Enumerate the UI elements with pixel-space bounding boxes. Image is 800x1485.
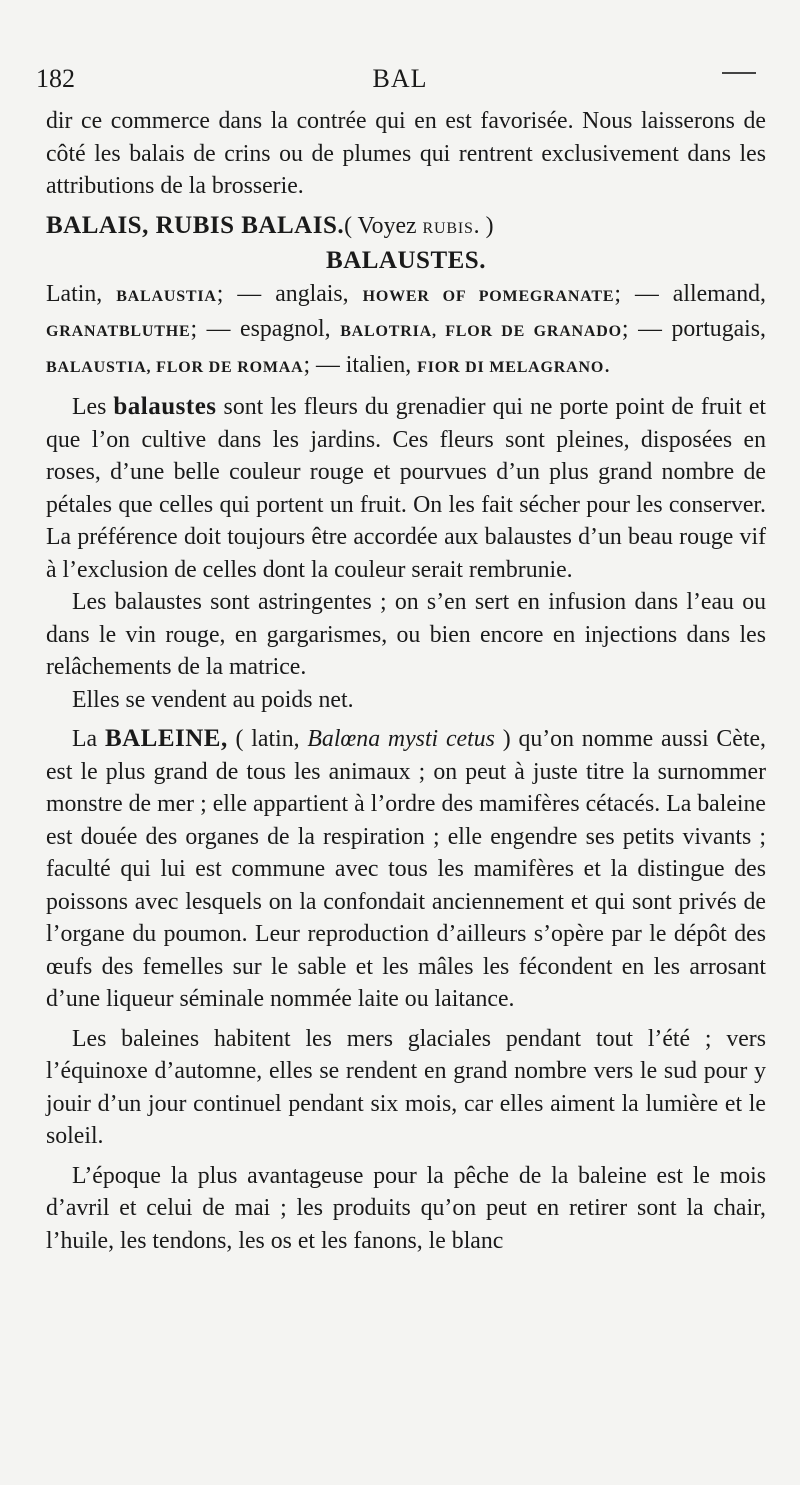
- term-baleine: BALEINE,: [104, 725, 228, 752]
- page-number: 182: [36, 64, 75, 93]
- lang-spanish: ; — espagnol,: [190, 316, 341, 342]
- entry-baleine: La BALEINE, ( latin, Balœna mysti cetus ) qu’on nomme aussi Cète, est le plus grand de tous les animaux ; on peut à juste titre la surnommer monstre de mer ; elle appartient à l’ordre des mamifères cétacés. La baleine est douée des organes de la respiration ; elle engendre ses petits vivants ; faculté qui lui est commune avec tous les mamifères et la distingue des poissons avec lesquels on la confondait anciennement et qui sont privés de l’organe du poumon. Leur reproduction d’ailleurs s’opère par le dépôt des œufs des femelles sur le sable et les mâles les fécondent en les arrosant d’une liqueur séminale nommée laite ou laitance.: [46, 725, 766, 1012]
- entry-balaustes-term: BALAUSTES.: [326, 247, 486, 274]
- entry-balais-term: BALAIS, RUBIS BALAIS.: [46, 211, 345, 239]
- term-balaustes: balaustes: [113, 393, 217, 420]
- entry-balais-ref-open: ( Voyez: [344, 212, 423, 239]
- paragraph-balaustes-usage: Les balaustes sont astringentes ; on s’en sert en infusion dans l’eau ou dans le vin rouge, en gargarismes, ou bien encore en injections dans les relâchements de la matrice.: [46, 589, 766, 680]
- lang-german: ; — allemand,: [614, 280, 766, 307]
- name-italian: FIOR DI MELAGRANO: [417, 358, 605, 376]
- lang-english: ; — anglais,: [216, 280, 363, 307]
- lang-latin: Latin,: [46, 280, 117, 307]
- entry-balais-ref-close: . ): [473, 212, 494, 239]
- name-english: HOWER OF POMEGRANATE: [362, 287, 615, 305]
- paragraph-baleine-habitat: Les baleines habitent les mers glaciales pendant tout l’été ; vers l’équinoxe d’automne, elles se rendent en grand nombre vers le sud pour y jouir d’un jour continuel pendant six mois, car elles aiment la lumière et le soleil.: [46, 1025, 766, 1149]
- lang-portuguese: ; — portugais,: [621, 316, 766, 342]
- entry-balais-ref-target: RUBIS: [422, 219, 474, 237]
- paragraph-baleine-peche: L’époque la plus avantageuse pour la pêche de la baleine est le mois d’avril et celui de mai ; les produits qu’on peut en retirer sont la chair, l’huile, les tendons, les os et les fanons, le blanc: [46, 1162, 766, 1254]
- name-portuguese: BALAUSTIA, FLOR DE ROMAA: [46, 358, 304, 376]
- header-rule: [722, 72, 756, 74]
- translations-end: .: [604, 351, 611, 378]
- entry-balaustes-heading: [46, 245, 766, 278]
- running-head: BAL: [372, 64, 428, 93]
- lang-italian: ; — italien,: [303, 351, 418, 378]
- page-header: [36, 64, 764, 98]
- paragraph-brosserie: dir ce commerce dans la contrée qui en est favorisée. Nous laisserons de côté les balais de crins ou de plumes qui rentrent exclusivement dans les attributions de la brosserie.: [46, 108, 766, 199]
- entry-balais: [46, 210, 766, 246]
- name-german: GRANATBLUTHE: [46, 323, 191, 340]
- paragraph-balaustes-description: Les balaustes sont les fleurs du grenadier qui ne porte point de fruit et que l’on cultive dans les jardins. Ces fleurs sont pleines, disposées en roses, d’une belle couleur rouge et pourvues d’un plus grand nombre de pétales que celles qui portent un fruit. On les fait sécher pour les conserver. La préférence doit toujours être accordée aux balaustes d’un beau rouge vif à l’exclusion de celles dont la couleur serait rembrunie.: [46, 393, 767, 583]
- paragraph-balaustes-sale: Elles se vendent au poids net.: [72, 686, 354, 713]
- name-spanish: BALOTRIA, FLOR DE GRANADO: [340, 323, 622, 340]
- name-latin: BALAUSTIA: [116, 287, 217, 305]
- page-body: [46, 105, 766, 1257]
- baleine-latin-name: Balœna mysti cetus: [307, 726, 495, 752]
- entry-balaustes-translations: [46, 278, 766, 385]
